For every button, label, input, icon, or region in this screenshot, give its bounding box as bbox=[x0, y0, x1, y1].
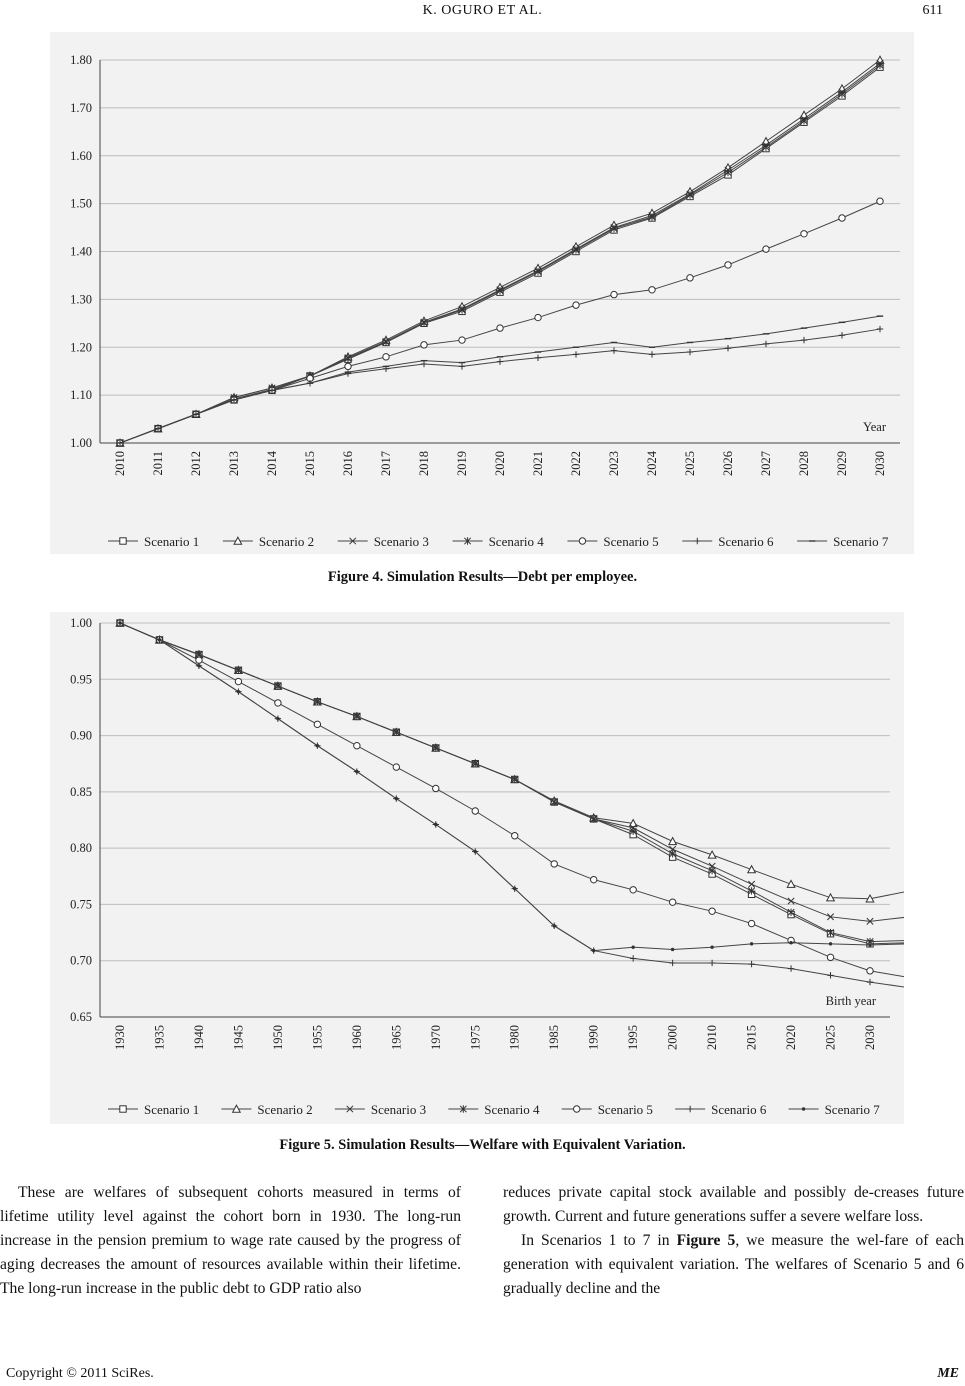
y-tick-label: 1.30 bbox=[70, 292, 92, 307]
x-tick-label: 2010 bbox=[113, 451, 127, 476]
x-tick-label: 2021 bbox=[531, 451, 545, 476]
x-tick-label: 2020 bbox=[784, 1025, 799, 1050]
legend-entry: Scenario 7 bbox=[824, 1102, 880, 1117]
data-point bbox=[316, 744, 319, 747]
legend-entry: Scenario 3 bbox=[373, 534, 429, 549]
y-tick-label: 0.90 bbox=[70, 728, 92, 743]
x-tick-label: 2030 bbox=[873, 451, 887, 476]
y-tick-label: 0.95 bbox=[70, 672, 92, 687]
x-tick-label: 2016 bbox=[341, 451, 355, 476]
data-point bbox=[630, 887, 636, 893]
y-tick-label: 1.80 bbox=[70, 53, 92, 67]
legend-entry: Scenario 7 bbox=[833, 534, 889, 549]
data-point bbox=[789, 941, 792, 944]
data-point bbox=[354, 743, 360, 749]
x-tick-label: 2018 bbox=[417, 451, 431, 476]
legend-marker bbox=[802, 1107, 805, 1110]
legend-marker bbox=[579, 538, 585, 544]
x-tick-label: 2014 bbox=[265, 451, 279, 476]
x-tick-label: 2019 bbox=[455, 451, 469, 476]
figure-5-caption: Figure 5. Simulation Results―Welfare with Equivalent Variation. bbox=[279, 1137, 686, 1153]
x-tick-label: 2030 bbox=[863, 1025, 877, 1050]
x-tick-label: 1980 bbox=[507, 1025, 522, 1050]
data-point bbox=[827, 954, 833, 960]
data-point bbox=[669, 899, 675, 905]
x-tick-label: 1970 bbox=[428, 1025, 443, 1050]
data-point bbox=[763, 246, 769, 252]
copyright: Copyright © 2011 SciRes. bbox=[6, 1366, 154, 1381]
x-tick-label: 1955 bbox=[310, 1025, 325, 1050]
data-point bbox=[553, 924, 556, 927]
x-tick-label: 2025 bbox=[823, 1025, 838, 1050]
data-point bbox=[433, 785, 439, 791]
data-point bbox=[497, 325, 503, 331]
data-point bbox=[345, 363, 351, 369]
y-tick-label: 1.10 bbox=[70, 388, 92, 403]
x-tick-label: 1935 bbox=[152, 1025, 167, 1050]
body-paragraph bbox=[503, 1229, 964, 1301]
figure-5-chart bbox=[50, 612, 904, 1124]
data-point bbox=[118, 621, 121, 624]
data-point bbox=[868, 943, 871, 946]
legend-marker bbox=[120, 538, 126, 544]
data-point bbox=[513, 887, 516, 890]
legend-entry: Scenario 1 bbox=[144, 1102, 200, 1117]
body-right-column bbox=[503, 1181, 964, 1301]
x-tick-label: 1985 bbox=[547, 1025, 562, 1050]
data-point bbox=[197, 664, 200, 667]
x-tick-label: 2011 bbox=[151, 451, 165, 476]
y-tick-label: 0.65 bbox=[70, 1010, 92, 1024]
data-point bbox=[459, 337, 465, 343]
legend-entry: Scenario 5 bbox=[597, 1102, 653, 1117]
x-axis-label: Year bbox=[862, 420, 886, 434]
data-point bbox=[512, 833, 518, 839]
data-point bbox=[276, 717, 279, 720]
data-point bbox=[829, 942, 832, 945]
x-tick-label: 1990 bbox=[586, 1025, 601, 1050]
y-tick-label: 0.85 bbox=[70, 784, 92, 799]
body-text: In Scenarios 1 to 7 in bbox=[521, 1232, 677, 1249]
data-point bbox=[611, 291, 617, 297]
figure-4-caption: Figure 4. Simulation Results―Debt per employee. bbox=[327, 569, 638, 585]
legend-entry: Scenario 4 bbox=[488, 534, 544, 549]
x-tick-label: 2015 bbox=[744, 1025, 759, 1050]
x-tick-label: 2000 bbox=[665, 1025, 680, 1050]
data-point bbox=[649, 287, 655, 293]
x-tick-label: 2010 bbox=[705, 1025, 720, 1050]
body-paragraph: reduces private capital stock available and possibly de-creases future growth. Current and future generations suffer a severe welfare loss. bbox=[503, 1184, 964, 1225]
y-tick-label: 1.00 bbox=[70, 436, 92, 450]
legend-entry: Scenario 3 bbox=[370, 1102, 427, 1117]
data-point bbox=[590, 876, 596, 882]
data-point bbox=[867, 968, 873, 974]
data-point bbox=[395, 797, 398, 800]
x-tick-label: 1995 bbox=[626, 1025, 641, 1050]
legend-entry: Scenario 4 bbox=[484, 1102, 540, 1117]
x-tick-label: 2023 bbox=[607, 451, 621, 476]
x-tick-label: 1960 bbox=[349, 1025, 364, 1050]
data-point bbox=[434, 823, 437, 826]
data-point bbox=[393, 764, 399, 770]
legend-entry: Scenario 2 bbox=[257, 1102, 313, 1117]
x-tick-label: 2024 bbox=[645, 451, 659, 476]
y-tick-label: 1.50 bbox=[70, 196, 92, 211]
data-point bbox=[235, 678, 241, 684]
x-tick-label: 1975 bbox=[468, 1025, 483, 1050]
x-tick-label: 1930 bbox=[113, 1025, 127, 1050]
data-point bbox=[275, 700, 281, 706]
data-point bbox=[355, 770, 358, 773]
data-point bbox=[196, 657, 202, 663]
x-tick-label: 1940 bbox=[191, 1025, 206, 1050]
x-tick-label: 2027 bbox=[759, 451, 773, 476]
data-point bbox=[725, 262, 731, 268]
data-point bbox=[472, 808, 478, 814]
legend-marker bbox=[574, 1106, 580, 1112]
data-point bbox=[709, 908, 715, 914]
figure-4-chart bbox=[50, 32, 914, 554]
y-tick-label: 1.20 bbox=[70, 340, 92, 355]
data-point bbox=[535, 314, 541, 320]
body-paragraph: These are welfares of subsequent cohorts measured in terms of lifetime utility level against the cohort born in 1930. The long-run increase in the pension premium to wage rate caused by the progress of aging decreases the amount of resources available within their lifetime. The long-run increase in the public debt to GDP ratio also bbox=[0, 1184, 461, 1297]
data-point bbox=[474, 850, 477, 853]
data-point bbox=[750, 942, 753, 945]
data-point bbox=[158, 638, 161, 641]
data-point bbox=[801, 231, 807, 237]
data-point bbox=[687, 275, 693, 281]
data-point bbox=[314, 721, 320, 727]
x-tick-label: 2012 bbox=[189, 451, 203, 476]
y-tick-label: 0.75 bbox=[70, 897, 92, 912]
legend-entry: Scenario 2 bbox=[258, 534, 315, 549]
y-tick-label: 1.60 bbox=[70, 148, 92, 163]
x-tick-label: 2017 bbox=[379, 451, 393, 476]
data-point bbox=[839, 215, 845, 221]
y-tick-label: 1.00 bbox=[70, 616, 92, 630]
journal-abbrev: ME bbox=[937, 1366, 959, 1381]
data-point bbox=[631, 946, 634, 949]
x-tick-label: 2025 bbox=[683, 451, 697, 476]
page-header bbox=[0, 0, 965, 26]
legend-entry: Scenario 1 bbox=[144, 534, 200, 549]
data-point bbox=[573, 302, 579, 308]
data-point bbox=[877, 198, 883, 204]
data-point bbox=[748, 920, 754, 926]
x-tick-label: 2020 bbox=[493, 451, 507, 476]
x-axis-label: Birth year bbox=[825, 994, 876, 1008]
x-tick-label: 2015 bbox=[303, 451, 317, 476]
x-tick-label: 1950 bbox=[270, 1025, 285, 1050]
running-title: K. OGURO ET AL. bbox=[422, 3, 543, 18]
legend-entry: Scenario 6 bbox=[718, 534, 774, 549]
chart-background bbox=[50, 32, 914, 554]
data-point bbox=[237, 690, 240, 693]
body-text: , we measure the wel-fare of each generation with equivalent variation. The welfares of Scenario 5 and 6 gradually decline and the bbox=[503, 1232, 965, 1297]
x-tick-label: 1945 bbox=[231, 1025, 246, 1050]
x-tick-label: 2029 bbox=[835, 451, 849, 476]
y-tick-label: 1.40 bbox=[70, 244, 92, 259]
x-tick-label: 1965 bbox=[389, 1025, 404, 1050]
legend-entry: Scenario 6 bbox=[711, 1102, 767, 1117]
data-point bbox=[551, 861, 557, 867]
x-tick-label: 2022 bbox=[569, 451, 583, 476]
y-tick-label: 0.80 bbox=[70, 841, 92, 856]
y-tick-label: 0.70 bbox=[70, 953, 92, 968]
data-point bbox=[592, 949, 595, 952]
x-tick-label: 2028 bbox=[797, 451, 811, 476]
data-point bbox=[710, 946, 713, 949]
y-tick-label: 1.70 bbox=[70, 100, 92, 115]
x-tick-label: 2026 bbox=[721, 451, 735, 476]
legend-entry: Scenario 5 bbox=[603, 534, 659, 549]
data-point bbox=[671, 948, 674, 951]
figure-reference: Figure 5 bbox=[676, 1232, 736, 1249]
page-number: 611 bbox=[922, 3, 943, 18]
data-point bbox=[383, 354, 389, 360]
body-left-column bbox=[0, 1181, 461, 1301]
x-tick-label: 2013 bbox=[227, 451, 241, 476]
data-point bbox=[421, 342, 427, 348]
legend-marker bbox=[120, 1106, 126, 1112]
